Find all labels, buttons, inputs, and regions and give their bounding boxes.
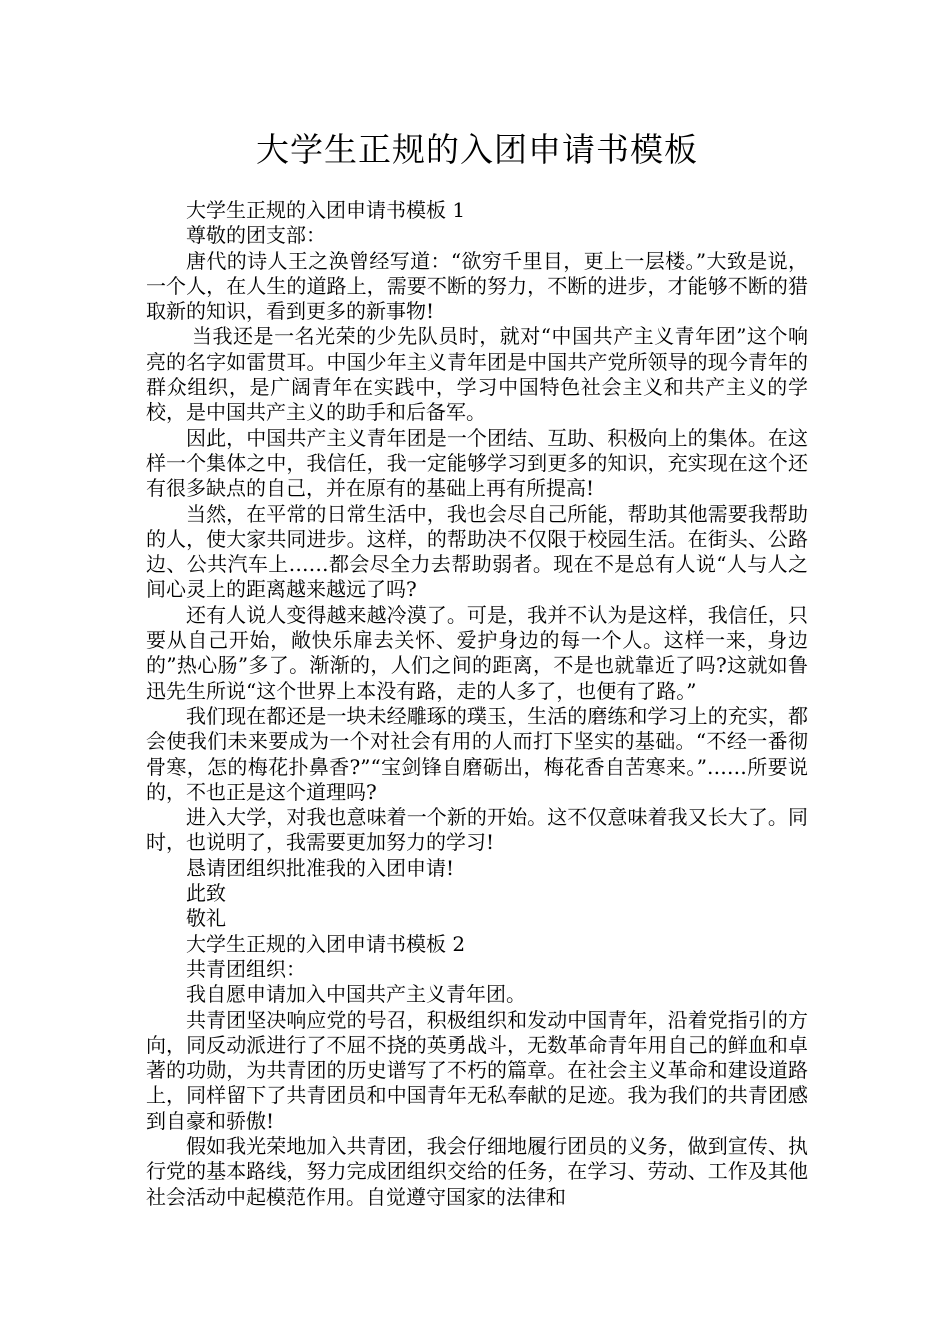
paragraph: 当我还是一名光荣的少先队员时，就对“中国共产主义青年团”这个响亮的名字如雷贯耳。中国少年主义青年团是中国共产党所领导的现今青年的群众组织，是广阔青年在实践中，学习中国特色社会主义和共产主义的学校，是中国共产主义的助手和后备军。 (146, 324, 808, 425)
document-title: 大学生正规的入团申请书模板 (256, 130, 698, 169)
document-page (146, 124, 808, 1210)
closing-salute: 敬礼 (186, 906, 226, 931)
paragraph: 唐代的诗人王之涣曾经写道：“欲穷千里目，更上一层楼。”大致是说，一个人，在人生的道路上，需要不断的努力，不断的进步，才能够不断的猎取新的知识，看到更多的新事物! (146, 248, 808, 324)
section-heading-1: 大学生正规的入团申请书模板 1 (186, 198, 466, 222)
paragraph: 共青团坚决响应党的号召，积极组织和发动中国青年，沿着党指引的方向，同反动派进行了不屈不挠的英勇战斗，无数革命青年用自己的鲜血和卓著的功勋，为共青团的历史谱写了不朽的篇章。在社会主义革命和建设道路上，同样留下了共青团员和中国青年无私奉献的足迹。我为我们的共青团感到自豪和骄傲! (146, 1007, 808, 1133)
salutation-1: 尊敬的团支部： (186, 223, 326, 248)
paragraph: 还有人说人变得越来越冷漠了。可是，我并不认为是这样，我信任，只要从自己开始，敞快乐扉去关怀、爱护身边的每一个人。这样一来，身边的”热心肠”多了。渐渐的，人们之间的距离，不是也就靠近了吗?这就如鲁迅先生所说“这个世界上本没有路，走的人多了，也便有了路。” (146, 602, 808, 703)
closing-line: 此致 (186, 881, 226, 906)
paragraph: 因此，中国共产主义青年团是一个团结、互助、积极向上的集体。在这样一个集体之中，我信任，我一定能够学习到更多的知识，充实现在这个还有很多缺点的自己，并在原有的基础上再有所提高! (146, 425, 808, 501)
paragraph: 当然，在平常的日常生活中，我也会尽自己所能，帮助其他需要我帮助的人，使大家共同进步。这样，的帮助决不仅限于校园生活。在街头、公路边、公共汽车上……都会尽全力去帮助弱者。现在不是总有人说“人与人之间心灵上的距离越来越远了吗? (146, 501, 808, 602)
section-heading-2: 大学生正规的入团申请书模板 2 (186, 931, 466, 956)
document-body (146, 198, 808, 1210)
paragraph: 我们现在都还是一块未经雕琢的璞玉，生活的磨练和学习上的充实，都会使我们未来要成为一个对社会有用的人而打下坚实的基础。“不经一番彻骨寒，怎的梅花扑鼻香?”“宝剑锋自磨砺出，梅花香自苦寒来。”……所要说的，不也正是这个道理吗? (146, 703, 808, 804)
paragraph: 进入大学，对我也意味着一个新的开始。这不仅意味着我又长大了。同时，也说明了，我需要更加努力的学习! (146, 805, 808, 855)
request-line: 恳请团组织批准我的入团申请! (186, 855, 455, 880)
paragraph: 我自愿申请加入中国共产主义青年团。 (186, 982, 526, 1007)
salutation-2: 共青团组织： (186, 956, 306, 981)
paragraph: 假如我光荣地加入共青团，我会仔细地履行团员的义务，做到宣传、执行党的基本路线，努力完成团组织交给的任务，在学习、劳动、工作及其他社会活动中起模范作用。自觉遵守国家的法律和 (146, 1133, 808, 1209)
